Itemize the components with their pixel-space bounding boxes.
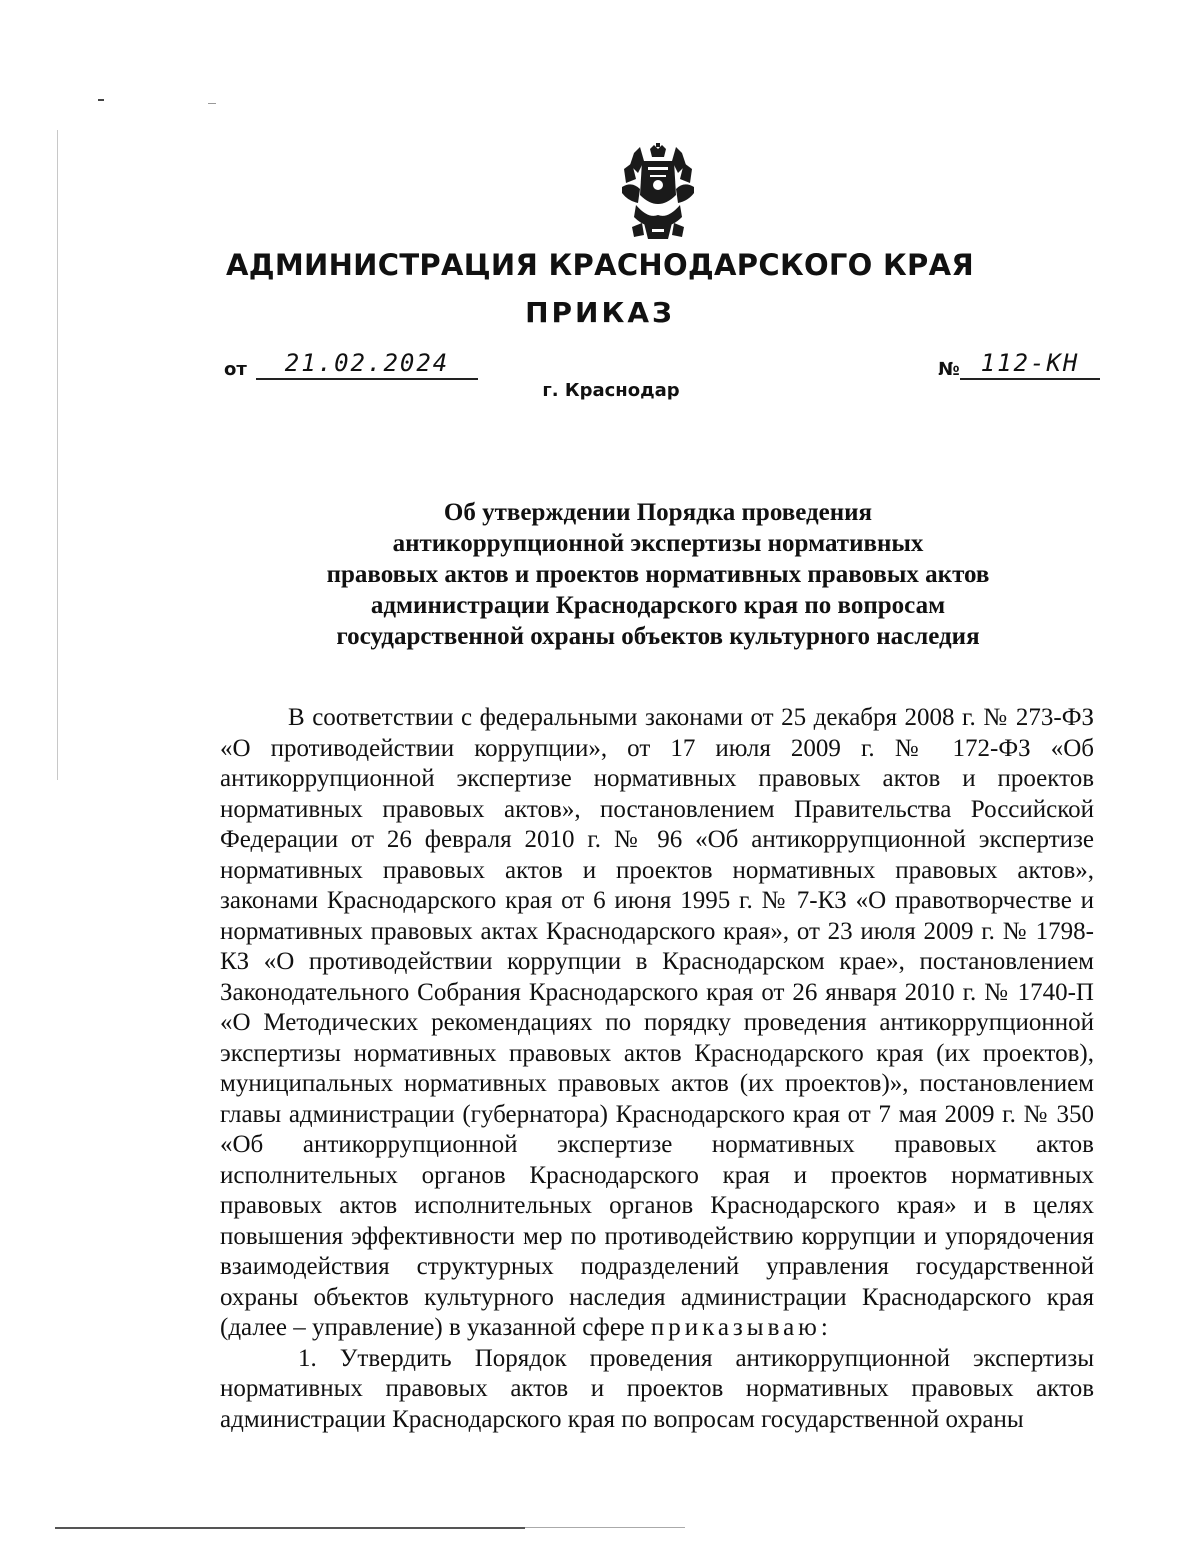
organization-title: АДМИНИСТРАЦИЯ КРАСНОДАРСКОГО КРАЯ xyxy=(226,248,974,282)
preamble-text: В соответствии с федеральными законами от 25 декабря 2008 г. № 273-ФЗ «О противодействии коррупции», от 17 июля 2009 г. № 172-ФЗ «Об антикоррупционной экспертизе нормативных правовых актов и проектов нормативных правовых актов», постановлением Правительства Российской Федерации от 26 февраля 2010 г. № 96 «Об антикоррупционной экспертизе нормативных правовых актов и проектов нормативных правовых актов», законами Краснодарского края от 6 июня 1995 г. № 7-КЗ «О правотворчестве и нормативных правовых актах Краснодарского края», от 23 июля 2009 г. № 1798-КЗ «О противодействии коррупции в Краснодарском крае», постановлением Законодательного Собрания Краснодарского края от 26 января 2010 г. № 1740-П «О Методических рекомендациях по порядку проведения антикоррупционной экспертизы нормативных правовых актов Краснодарского края (их проектов), муниципальных нормативных правовых актов (их проектов)», постановлением главы администрации (губернатора) Краснодарского края от 7 мая 2009 г. № 350 «Об антикоррупционной экспертизе нормативных правовых актов исполнительных органов Краснодарского края и проектов нормативных правовых актов исполнительных органов Краснодарского края» и в целях повышения эффективности мер по противодействию коррупции и упорядочения взаимодействия структурных подразделений управления государственной охраны объектов культурного наследия администрации Краснодарского края (далее – управление) в указанной сфере xyxy=(220,704,1094,1341)
subject-line: государственной охраны объектов культурного наследия xyxy=(336,623,980,650)
subject-line: Об утверждении Порядка проведения xyxy=(443,499,873,526)
date-label: от xyxy=(224,359,247,380)
document-number: 112-КН xyxy=(960,348,1100,380)
krasnodar-coat-of-arms-icon xyxy=(614,143,702,243)
scan-artifact-line xyxy=(57,130,58,780)
order-word: приказываю xyxy=(650,1314,821,1341)
scan-artifact-mark xyxy=(98,99,104,101)
scan-artifact-mark xyxy=(208,103,216,104)
document-type-title: ПРИКАЗ xyxy=(525,296,675,329)
subject-line: правовых актов и проектов нормативных правовых актов xyxy=(326,561,990,588)
scan-artifact-bottom-line xyxy=(525,1527,685,1528)
order-colon: : xyxy=(820,1314,828,1341)
subject-line: антикоррупционной экспертизы нормативных xyxy=(392,530,924,557)
subject-line: администрации Краснодарского края по вопросам xyxy=(370,592,946,619)
list-item: 1. Утвердить Порядок проведения антикоррупционной экспертизы нормативных правовых актов и проектов нормативных правовых актов администрации Краснодарского края по вопросам государственной охраны xyxy=(220,1344,1094,1433)
city-name: г. Краснодар xyxy=(542,380,680,401)
preamble-paragraph xyxy=(220,703,1094,1344)
number-label: № xyxy=(938,359,960,380)
scan-artifact-bottom-line xyxy=(55,1527,525,1529)
document-body xyxy=(220,703,1094,1435)
document-subject xyxy=(220,497,1096,652)
document-date: 21.02.2024 xyxy=(256,348,478,380)
